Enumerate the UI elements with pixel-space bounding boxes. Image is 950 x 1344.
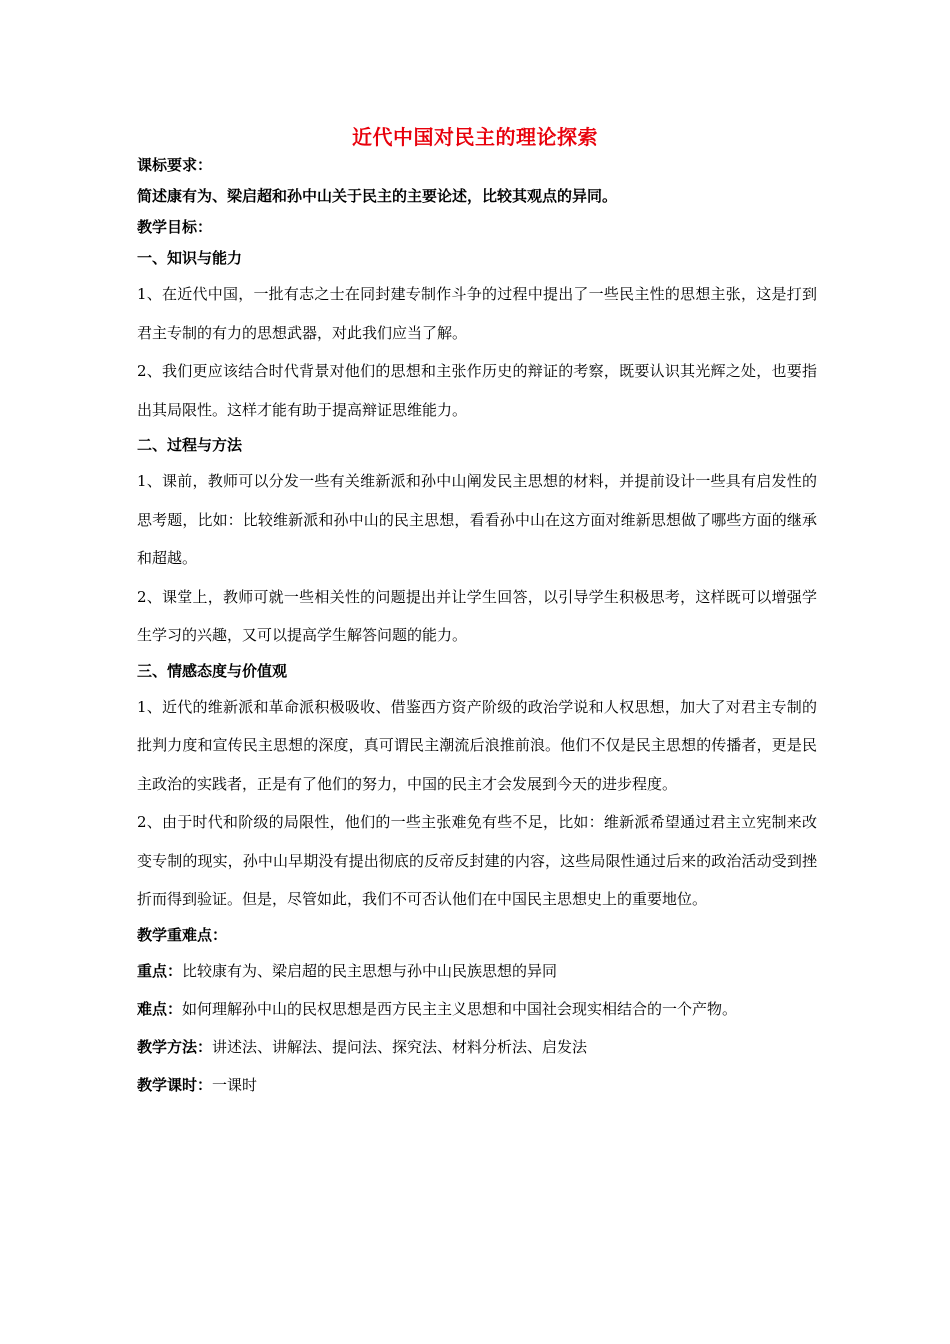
teaching-methods (137, 1028, 817, 1066)
teaching-hours-text: 一课时 (212, 1075, 258, 1094)
paragraph: 2、我们更应该结合时代背景对他们的思想和主张作历史的辩证的考察，既要认识其光辉之处，也要指出其局限性。这样才能有助于提高辩证思维能力。 (137, 362, 817, 419)
section-heading: 一、知识与能力 (137, 249, 243, 267)
teaching-hours (137, 1066, 817, 1104)
teaching-methods-label: 教学方法： (137, 1037, 213, 1056)
document-title: 近代中国对民主的理论探索 (352, 125, 598, 149)
paragraph: 2、由于时代和阶级的局限性，他们的一些主张难免有些不足，比如：维新派希望通过君主立宪制来改变专制的现实，孙中山早期没有提出彻底的反帝反封建的内容，这些局限性通过后来的政治活动受到挫折而得到验证。但是，尽管如此，我们不可否认他们在中国民主思想史上的重要地位。 (137, 813, 817, 908)
section-heading: 二、过程与方法 (137, 436, 243, 454)
goals-label: 教学目标： (137, 218, 213, 236)
paragraph: 1、课前，教师可以分发一些有关维新派和孙中山阐发民主思想的材料，并提前设计一些具有启发性的思考题，比如：比较维新派和孙中山的民主思想，看看孙中山在这方面对维新思想做了哪些方面的继承和超越。 (137, 472, 817, 567)
key-point-text: 比较康有为、梁启超的民主思想与孙中山民族思想的异同 (182, 961, 558, 980)
paragraph: 1、近代的维新派和革命派积极吸收、借鉴西方资产阶级的政治学说和人权思想，加大了对君主专制的批判力度和宣传民主思想的深度，真可谓民主潮流后浪推前浪。他们不仅是民主思想的传播者，更是民主政治的实践者，正是有了他们的努力，中国的民主才会发展到今天的进步程度。 (137, 697, 817, 793)
teaching-hours-label: 教学课时： (137, 1075, 213, 1094)
section-values (137, 658, 817, 919)
curriculum-label: 课标要求： (137, 156, 213, 174)
paragraph: 1、在近代中国，一批有志之士在同封建专制作斗争的过程中提出了一些民主性的思想主张，这是打到君主专制的有力的思想武器，对此我们应当了解。 (137, 285, 817, 342)
key-point-label: 重点： (137, 961, 183, 980)
difficult-point-text: 如何理解孙中山的民权思想是西方民主主义思想和中国社会现实相结合的一个产物。 (182, 999, 738, 1018)
difficult-point (137, 990, 817, 1028)
key-difficult-label: 教学重难点： (137, 925, 228, 944)
section-process (137, 432, 817, 655)
curriculum-text: 简述康有为、梁启超和孙中山关于民主的主要论述，比较其观点的异同。 (137, 187, 618, 205)
teaching-methods-text: 讲述法、讲解法、提问法、探究法、材料分析法、启发法 (212, 1037, 588, 1056)
section-knowledge (137, 245, 817, 429)
section-heading: 三、情感态度与价值观 (137, 661, 288, 680)
paragraph: 2、课堂上，教师可就一些相关性的问题提出并让学生回答，以引导学生积极思考，这样既可以增强学生学习的兴趣，又可以提高学生解答问题的能力。 (137, 587, 817, 644)
key-point (137, 952, 817, 990)
difficult-point-label: 难点： (137, 999, 183, 1018)
document-body (137, 152, 817, 1104)
